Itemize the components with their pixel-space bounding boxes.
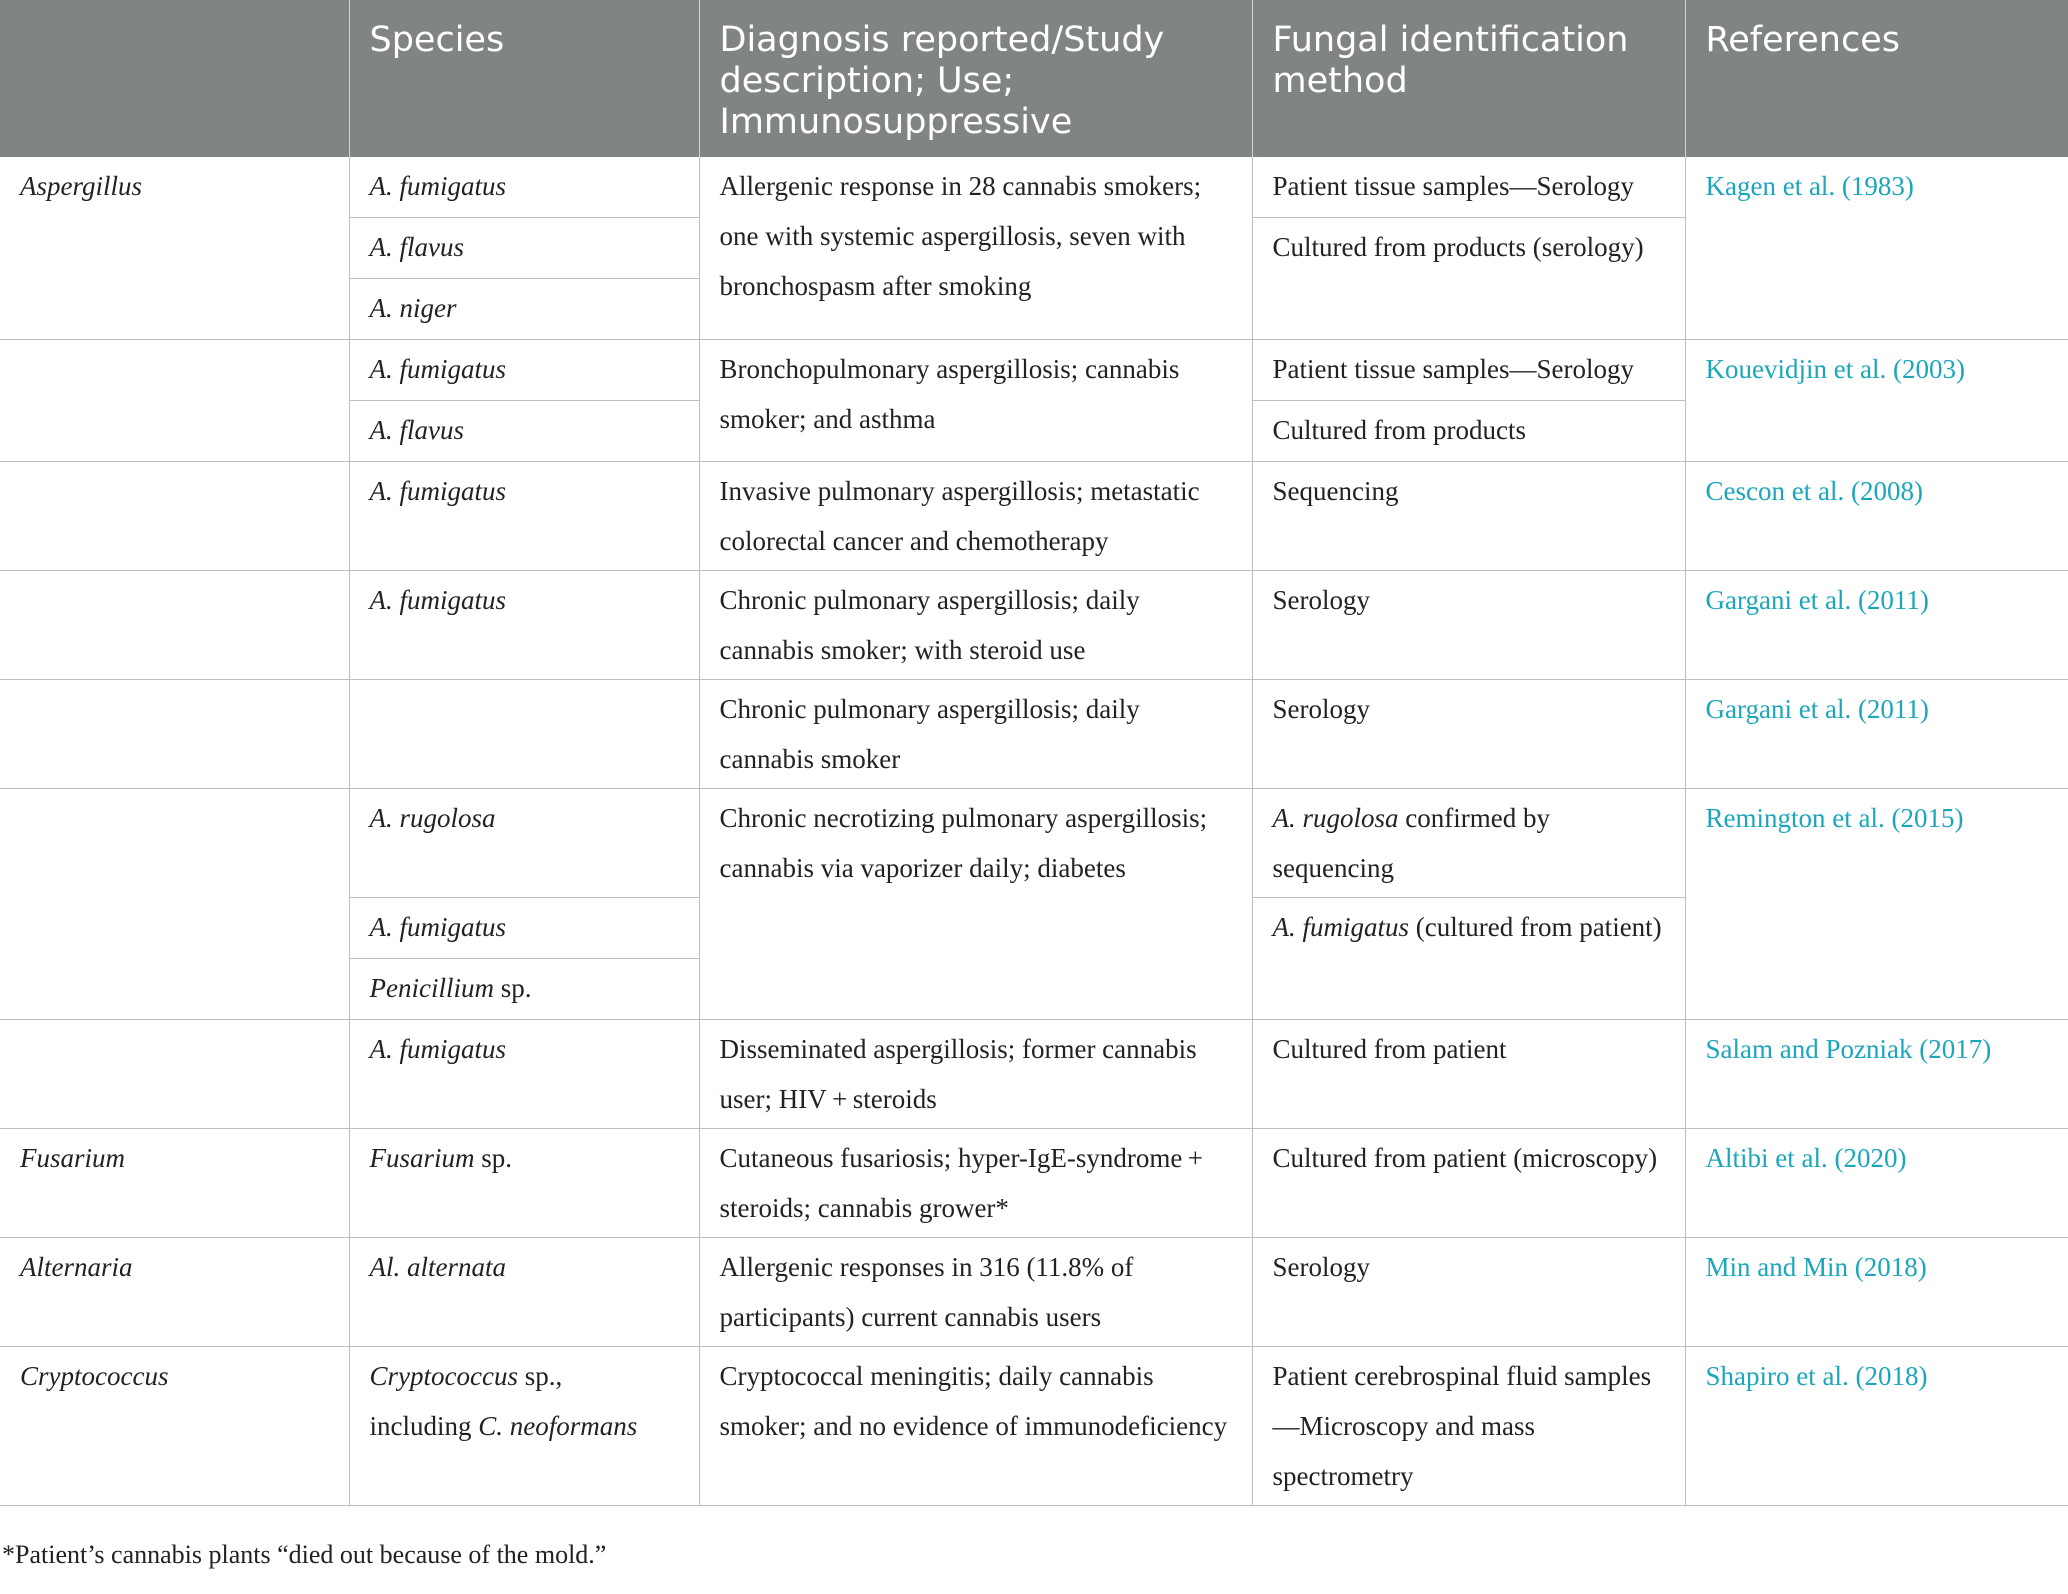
species-italic: C. neoformans <box>478 1411 638 1441</box>
table-header <box>0 0 2068 157</box>
table-row <box>0 340 2068 401</box>
reference-link[interactable]: Remington et al. (2015) <box>1685 789 2068 1020</box>
diagnosis-cell: Allergenic responses in 316 (11.8% of participants) current cannabis users <box>699 1238 1252 1347</box>
table-row <box>0 1020 2068 1129</box>
method-cell <box>1252 789 1685 898</box>
diagnosis-cell: Disseminated aspergillosis; former cannabis user; HIV + steroids <box>699 1020 1252 1129</box>
table-row <box>0 1129 2068 1238</box>
species-suffix: sp., <box>517 1361 563 1391</box>
species-italic: Cryptococcus <box>369 1361 518 1391</box>
species-suffix: sp. <box>474 1143 513 1173</box>
reference-link[interactable]: Shapiro et al. (2018) <box>1685 1347 2068 1506</box>
method-italic: A. fumigatus <box>1272 912 1410 942</box>
species-cell: A. fumigatus <box>349 571 699 680</box>
genus-cell <box>0 680 349 789</box>
header-references: References <box>1685 0 2068 157</box>
method-cell: Patient tissue samples—Serology <box>1252 340 1685 401</box>
species-suffix: sp. <box>493 973 532 1003</box>
diagnosis-cell: Chronic pulmonary aspergillosis; daily cannabis smoker <box>699 680 1252 789</box>
genus-cell: Cryptococcus <box>0 1347 349 1506</box>
method-cell: Serology <box>1252 571 1685 680</box>
table-row <box>0 1238 2068 1347</box>
method-cell: Serology <box>1252 680 1685 789</box>
species-cell: A. fumigatus <box>349 1020 699 1129</box>
method-cell: Cultured from products (serology) <box>1252 218 1685 340</box>
header-row <box>0 0 2068 157</box>
genus-cell <box>0 789 349 1020</box>
reference-link[interactable]: Cescon et al. (2008) <box>1685 462 2068 571</box>
reference-link[interactable]: Kagen et al. (1983) <box>1685 157 2068 340</box>
species-cell: A. flavus <box>349 218 699 279</box>
reference-link[interactable]: Kouevidjin et al. (2003) <box>1685 340 2068 462</box>
diagnosis-cell: Cryptococcal meningitis; daily cannabis smoker; and no evidence of immunodeficiency <box>699 1347 1252 1506</box>
species-cell: Al. alternata <box>349 1238 699 1347</box>
species-cell: A. niger <box>349 279 699 340</box>
species-cell: A. fumigatus <box>349 462 699 571</box>
method-text: (cultured from patient) <box>1409 912 1662 942</box>
table-footnote: *Patient’s cannabis plants “died out because of the mold.” <box>2 1540 607 1569</box>
table-row <box>0 571 2068 680</box>
method-cell: Cultured from patient (microscopy) <box>1252 1129 1685 1238</box>
species-cell <box>349 680 699 789</box>
table-body <box>0 157 2068 1506</box>
species-italic: Fusarium <box>369 1143 475 1173</box>
reference-link[interactable]: Gargani et al. (2011) <box>1685 680 2068 789</box>
genus-cell <box>0 340 349 462</box>
diagnosis-cell: Cutaneous fusariosis; hyper-IgE-syndrome + steroids; cannabis grower* <box>699 1129 1252 1238</box>
method-cell: Sequencing <box>1252 462 1685 571</box>
table-row <box>0 680 2068 789</box>
species-cell <box>349 1347 699 1506</box>
diagnosis-cell: Chronic necrotizing pulmonary aspergillosis; cannabis via vaporizer daily; diabetes <box>699 789 1252 1020</box>
species-cell: A. fumigatus <box>349 340 699 401</box>
species-cell: A. rugolosa <box>349 789 699 898</box>
species-prefix: including <box>369 1411 479 1441</box>
method-italic: A. rugolosa <box>1272 803 1399 833</box>
reference-link[interactable]: Min and Min (2018) <box>1685 1238 2068 1347</box>
species-cell: A. flavus <box>349 401 699 462</box>
table-row <box>0 157 2068 218</box>
genus-cell <box>0 462 349 571</box>
diagnosis-cell: Invasive pulmonary aspergillosis; metastatic colorectal cancer and chemotherapy <box>699 462 1252 571</box>
species-cell <box>349 1129 699 1238</box>
species-cell: A. fumigatus <box>349 898 699 959</box>
method-cell: Cultured from products <box>1252 401 1685 462</box>
method-cell <box>1252 898 1685 1020</box>
species-cell <box>349 959 699 1020</box>
method-cell: Serology <box>1252 1238 1685 1347</box>
reference-link[interactable]: Altibi et al. (2020) <box>1685 1129 2068 1238</box>
header-species: Species <box>349 0 699 157</box>
diagnosis-cell: Chronic pulmonary aspergillosis; daily cannabis smoker; with steroid use <box>699 571 1252 680</box>
species-cell: A. fumigatus <box>349 157 699 218</box>
method-text: confirmed by sequencing <box>1272 803 1550 883</box>
reference-link[interactable]: Salam and Pozniak (2017) <box>1685 1020 2068 1129</box>
genus-cell <box>0 571 349 680</box>
table-row <box>0 462 2068 571</box>
genus-cell: Alternaria <box>0 1238 349 1347</box>
genus-cell: Fusarium <box>0 1129 349 1238</box>
header-diagnosis: Diagnosis reported/Study description; Use; Immunosuppressive <box>699 0 1252 157</box>
reference-link[interactable]: Gargani et al. (2011) <box>1685 571 2068 680</box>
header-method: Fungal identification method <box>1252 0 1685 157</box>
table-row <box>0 1347 2068 1506</box>
species-italic: Penicillium <box>369 973 494 1003</box>
genus-cell <box>0 1020 349 1129</box>
method-cell: Patient tissue samples—Serology <box>1252 157 1685 218</box>
genus-cell: Aspergillus <box>0 157 349 340</box>
diagnosis-cell: Allergenic response in 28 cannabis smokers; one with systemic aspergillosis, seven with bronchospasm after smoking <box>699 157 1252 340</box>
method-cell: Patient cerebrospinal fluid samples—Microscopy and mass spectrometry <box>1252 1347 1685 1506</box>
diagnosis-cell: Bronchopulmonary aspergillosis; cannabis smoker; and asthma <box>699 340 1252 462</box>
method-cell: Cultured from patient <box>1252 1020 1685 1129</box>
header-genus <box>0 0 349 157</box>
